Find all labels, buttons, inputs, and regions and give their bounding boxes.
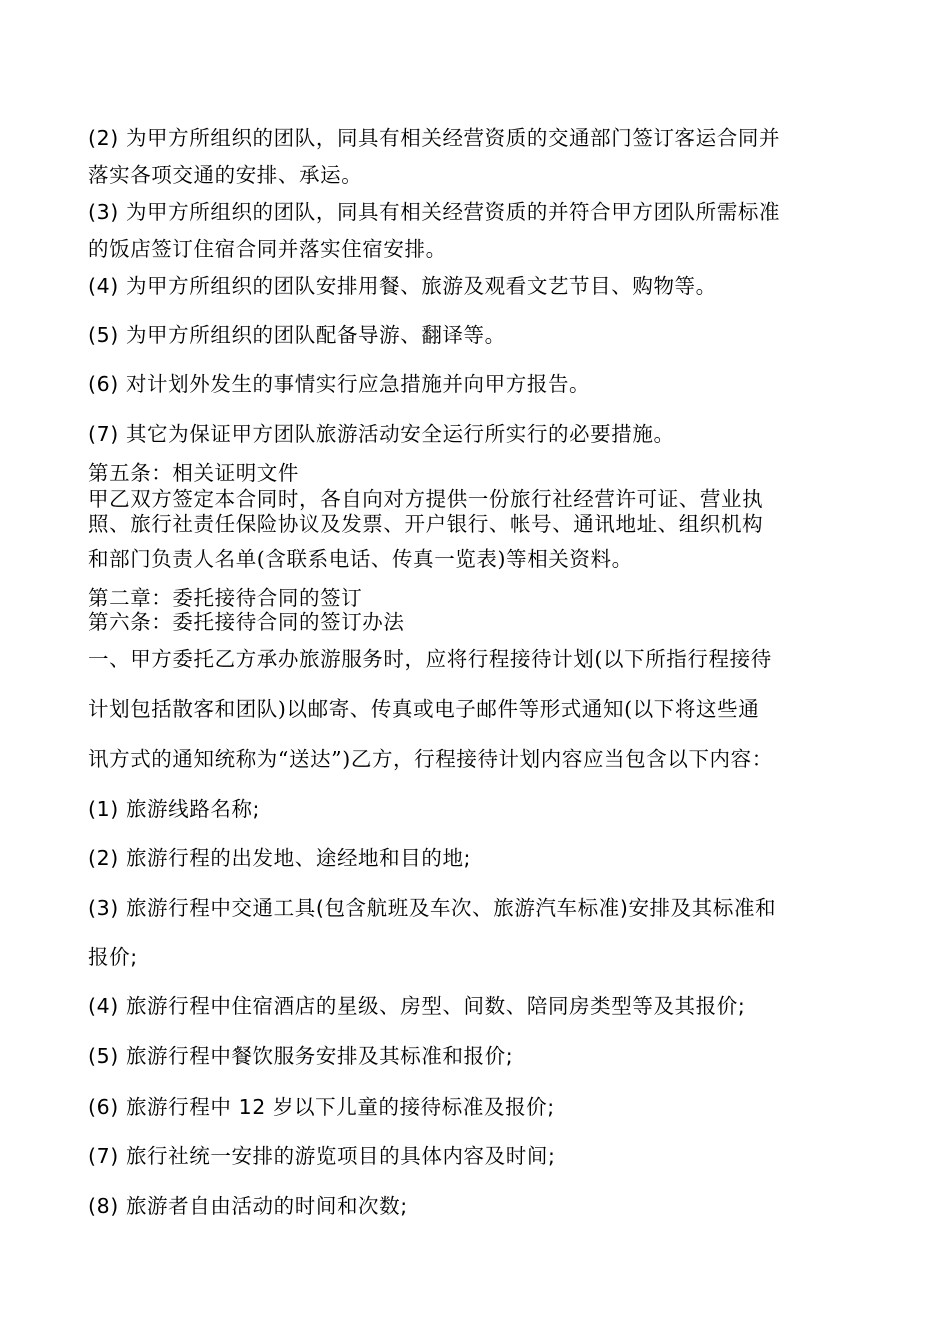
text-line: (8) 旅游者自由活动的时间和次数; (88, 1194, 408, 1218)
text-line: 一、甲方委托乙方承办旅游服务时，应将行程接待计划(以下所指行程接待 (88, 647, 772, 671)
text-line: 甲乙双方签定本合同时，各自向对方提供一份旅行社经营许可证、营业执 (88, 487, 764, 511)
text-line: (2) 为甲方所组织的团队，同具有相关经营资质的交通部门签订客运合同并 (88, 126, 781, 150)
text-line: (4) 为甲方所组织的团队安排用餐、旅游及观看文艺节目、购物等。 (88, 274, 717, 298)
text-line: (1) 旅游线路名称; (88, 797, 261, 821)
text-line: (6) 对计划外发生的事情实行应急措施并向甲方报告。 (88, 372, 591, 396)
text-line: 计划包括散客和团队)以邮寄、传真或电子邮件等形式通知(以下将这些通 (88, 697, 760, 721)
text-line: (5) 为甲方所组织的团队配备导游、翻译等。 (88, 323, 506, 347)
chapter-heading: 第二章：委托接待合同的签订 (88, 586, 363, 610)
section-heading: 第五条：相关证明文件 (88, 461, 299, 485)
text-line: (7) 其它为保证甲方团队旅游活动安全运行所实行的必要措施。 (88, 422, 675, 446)
text-line: 照、旅行社责任保险协议及发票、开户银行、帐号、通讯地址、组织机构 (88, 512, 764, 536)
text-line: (2) 旅游行程的出发地、途经地和目的地; (88, 846, 472, 870)
text-line: (4) 旅游行程中住宿酒店的星级、房型、间数、陪同房类型等及其报价; (88, 994, 746, 1018)
text-line: 落实各项交通的安排、承运。 (88, 163, 363, 187)
text-line: 讯方式的通知统称为“送达”)乙方，行程接待计划内容应当包含以下内容： (88, 747, 773, 771)
text-line: 的饭店签订住宿合同并落实住宿安排。 (88, 237, 447, 261)
text-line: (5) 旅游行程中餐饮服务安排及其标准和报价; (88, 1044, 514, 1068)
text-line: (7) 旅行社统一安排的游览项目的具体内容及时间; (88, 1144, 556, 1168)
text-line: (3) 为甲方所组织的团队，同具有相关经营资质的并符合甲方团队所需标准 (88, 200, 781, 224)
text-line: 报价; (88, 945, 138, 969)
section-heading: 第六条：委托接待合同的签订办法 (88, 610, 405, 634)
text-line: 和部门负责人名单(含联系电话、传真一览表)等相关资料。 (88, 547, 633, 571)
text-line: (6) 旅游行程中 12 岁以下儿童的接待标准及报价; (88, 1095, 555, 1119)
text-line: (3) 旅游行程中交通工具(包含航班及车次、旅游汽车标准)安排及其标准和 (88, 896, 777, 920)
